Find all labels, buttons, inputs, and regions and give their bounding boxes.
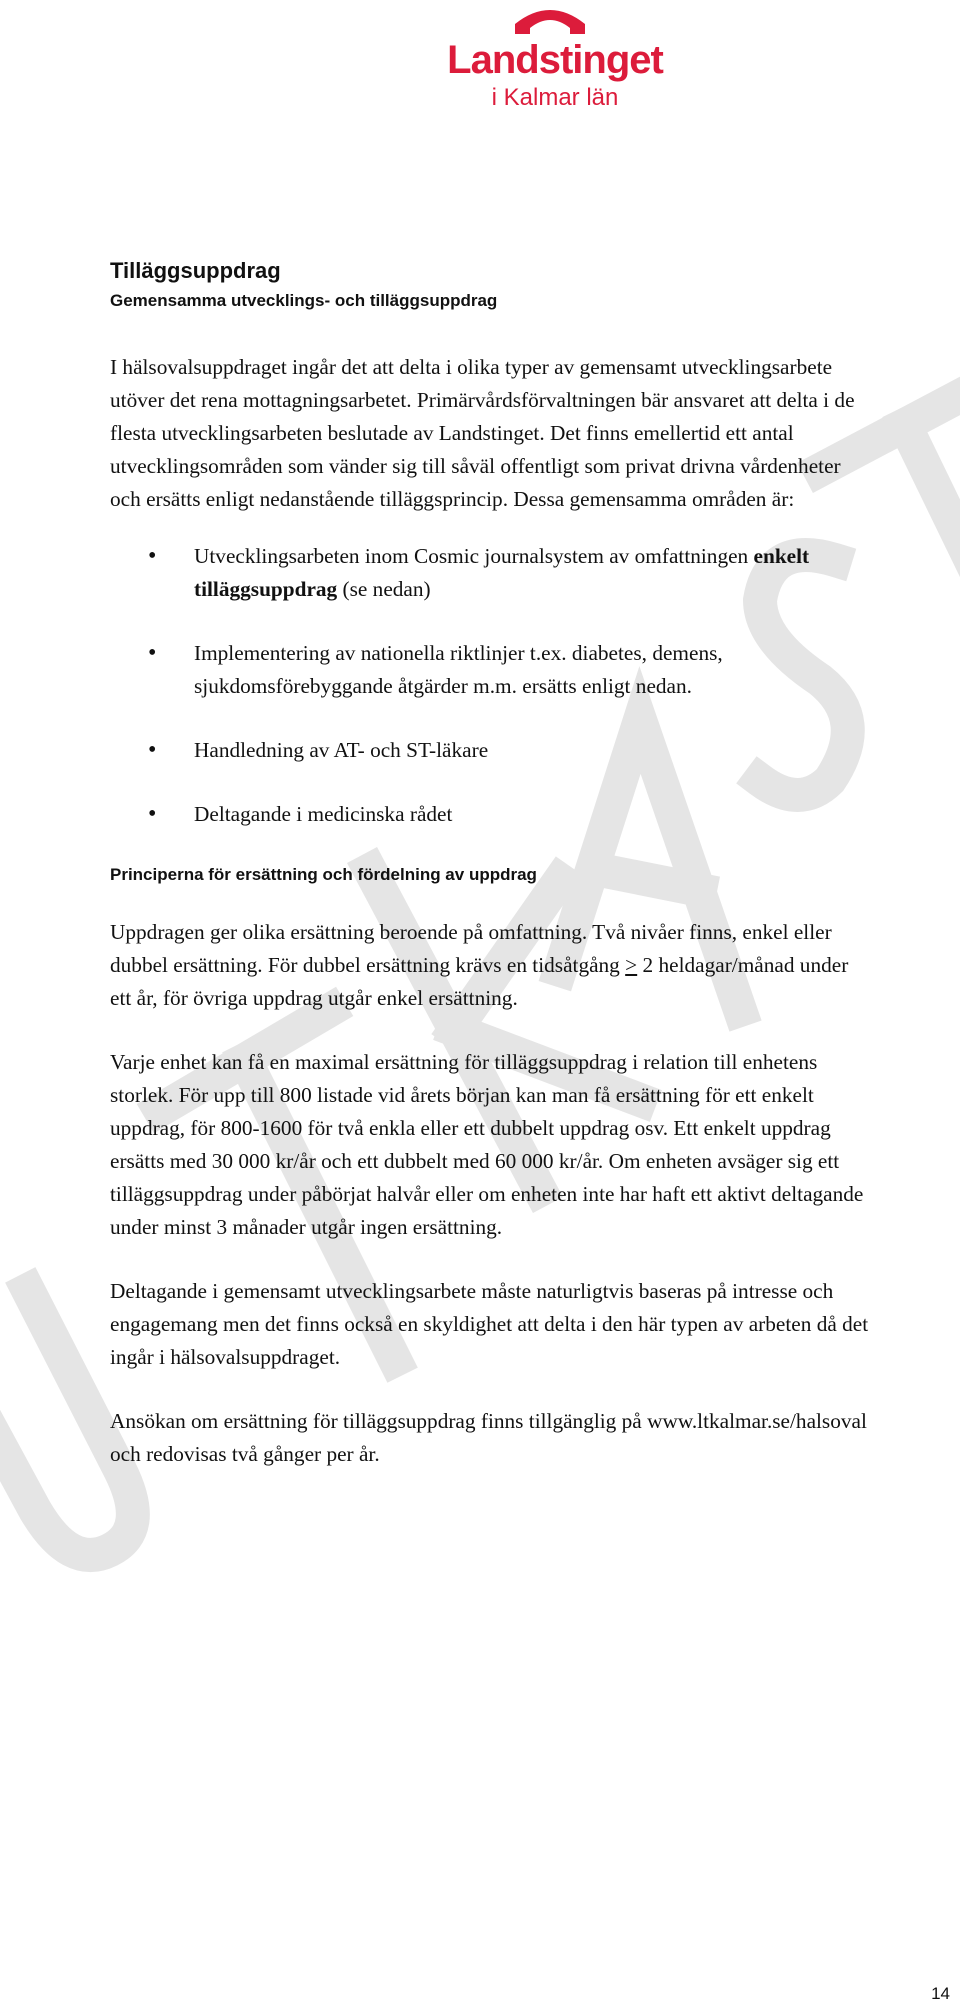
bullet-list (110, 540, 870, 831)
landstinget-logo (430, 0, 670, 120)
paragraph-participation: Deltagande i gemensamt utvecklingsarbete måste naturligtvis baseras på intresse och engagemang men det finns också en skyldighet att delta i den här typen av arbeten då det ingår i hälsovalsuppdraget. (110, 1279, 869, 1369)
paragraph-compensation-levels (110, 916, 870, 1015)
list-item-text: Utvecklingsarbeten inom Cosmic journalsystem av omfattningen (194, 544, 754, 568)
list-item-text: Deltagande i medicinska rådet (194, 802, 453, 826)
page-title: Tilläggsuppdrag (110, 258, 281, 283)
list-item (110, 540, 870, 606)
greater-or-equal-symbol: > (625, 953, 638, 977)
bullet-icon: • (148, 737, 157, 763)
list-item-bold-text: enkelt tilläggsuppdrag (194, 544, 810, 601)
page-number: 14 (931, 1984, 950, 2003)
bullet-icon: • (148, 543, 157, 569)
list-item (110, 637, 870, 703)
list-item-text: Handledning av AT- och ST-läkare (194, 738, 489, 762)
logo-subtitle: i Kalmar län (491, 84, 619, 111)
page-subtitle: Gemensamma utvecklings- och tilläggsuppdrag (110, 291, 498, 310)
document-body (110, 256, 870, 1471)
section-title: Principerna för ersättning och fördelning av uppdrag (110, 865, 537, 884)
paragraph-application: Ansökan om ersättning för tilläggsuppdrag finns tillgänglig på www.ltkalmar.se/halsoval och redovisas två gånger per år. (110, 1409, 867, 1466)
intro-paragraph: I hälsovalsuppdraget ingår det att delta i olika typer av gemensamt utvecklingsarbete utöver det rena mottagningsarbetet. Primärvårdsförvaltningen bär ansvaret att delta i de flesta utvecklingsarbeten beslutade av Landstinget. Det finns emellertid ett antal utvecklingsområden som vänder sig till såväl offentligt som privat drivna vårdenheter och ersätts enligt nedanstående tilläggsprincip. Dessa gemensamma områden är: (110, 355, 855, 511)
list-item (110, 734, 870, 767)
logo-name: Landstinget (447, 38, 663, 82)
bullet-icon: • (148, 801, 157, 827)
list-item-text: Implementering av nationella riktlinjer t.ex. diabetes, demens, sjukdomsförebyggande åtgärder m.m. ersätts enligt nedan. (194, 641, 723, 698)
bullet-icon: • (148, 640, 157, 666)
list-item-text-end: (se nedan) (337, 577, 431, 601)
paragraph-text: Uppdragen ger olika ersättning beroende på omfattning. Två nivåer finns, enkel eller dubbel ersättning. För dubbel ersättning krävs en tidsåtgång (110, 920, 832, 977)
list-item (110, 798, 870, 831)
paragraph-text-end: 2 heldagar/månad under ett år, för övriga uppdrag utgår enkel ersättning. (110, 953, 849, 1010)
paragraph-max-compensation: Varje enhet kan få en maximal ersättning för tilläggsuppdrag i relation till enhetens storlek. För upp till 800 listade vid årets början kan man få ersättning för ett enkelt uppdrag, för 800-1600 för två enkla eller ett dubbelt uppdrag osv. Ett enkelt uppdrag ersätts med 30 000 kr/år och ett dubbelt med 60 000 kr/år. Om enheten avsäger sig ett tilläggsuppdrag under påbörjat halvår eller om enheten inte har haft ett aktivt deltagande under minst 3 månader utgår ingen ersättning. (110, 1050, 864, 1239)
